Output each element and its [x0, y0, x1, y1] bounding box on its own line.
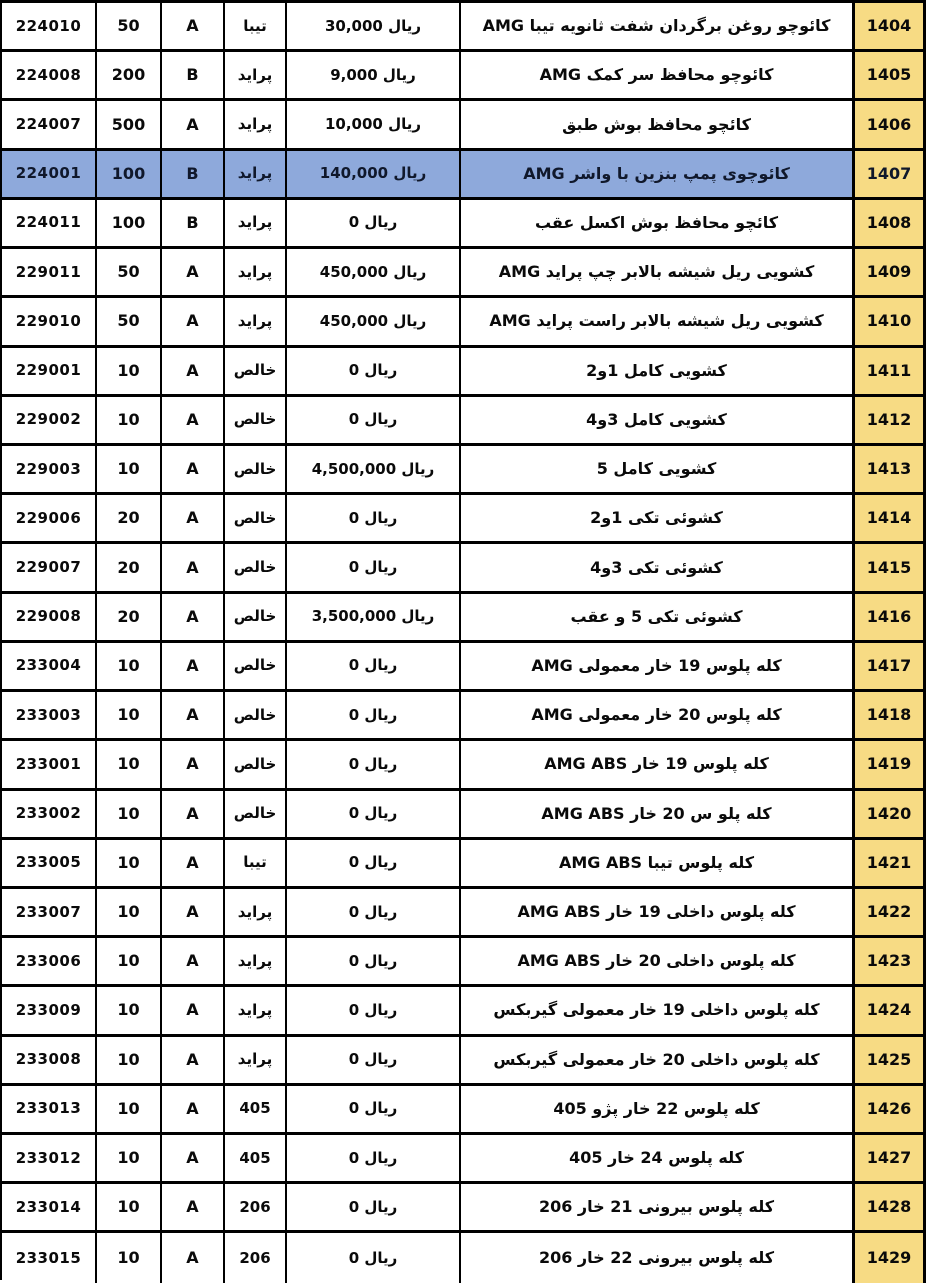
table-row — [2, 840, 926, 889]
cell-part-code: 233008 — [2, 1037, 97, 1083]
cell-quantity: 10 — [97, 741, 162, 787]
cell-quantity: 50 — [97, 249, 162, 295]
cell-description: کله پلوس 20 خار معمولی AMG — [461, 692, 855, 738]
table-row — [2, 52, 926, 101]
cell-price: ریال 0 — [287, 987, 461, 1033]
cell-part-code: 233012 — [2, 1135, 97, 1181]
table-row — [2, 889, 926, 938]
cell-price: ریال 0 — [287, 1037, 461, 1083]
cell-quantity: 10 — [97, 348, 162, 394]
cell-part-code: 224010 — [2, 3, 97, 49]
cell-row-number: 1409 — [855, 249, 926, 295]
table-row — [2, 791, 926, 840]
cell-row-number: 1427 — [855, 1135, 926, 1181]
table-row — [2, 101, 926, 150]
cell-description: کله پلوس 19 خار معمولی AMG — [461, 643, 855, 689]
cell-quantity: 10 — [97, 938, 162, 984]
cell-brand: 405 — [225, 1135, 287, 1181]
cell-brand: خالص — [225, 791, 287, 837]
cell-description: کله پلوس 24 خار 405 — [461, 1135, 855, 1181]
cell-description: کله پلوس بیرونی 22 خار 206 — [461, 1233, 855, 1282]
cell-grade: A — [162, 1037, 225, 1083]
cell-quantity: 10 — [97, 1233, 162, 1282]
table-row — [2, 544, 926, 593]
cell-grade: A — [162, 1135, 225, 1181]
cell-row-number: 1417 — [855, 643, 926, 689]
cell-grade: A — [162, 791, 225, 837]
cell-brand: خالص — [225, 495, 287, 541]
cell-quantity: 20 — [97, 495, 162, 541]
cell-part-code: 233005 — [2, 840, 97, 886]
cell-brand: تیبا — [225, 840, 287, 886]
cell-price: 450,000 ریال — [287, 249, 461, 295]
cell-grade: A — [162, 446, 225, 492]
cell-grade: A — [162, 840, 225, 886]
cell-description: کشوئی تکی 3و4 — [461, 544, 855, 590]
cell-row-number: 1425 — [855, 1037, 926, 1083]
cell-description: کله پلوس داخلی 20 خار AMG ABS — [461, 938, 855, 984]
cell-row-number: 1414 — [855, 495, 926, 541]
cell-brand: پراید — [225, 101, 287, 147]
table-row — [2, 397, 926, 446]
cell-description: کله پلوس تیبا AMG ABS — [461, 840, 855, 886]
cell-description: کشویی ریل شیشه بالابر راست پراید AMG — [461, 298, 855, 344]
cell-row-number: 1404 — [855, 3, 926, 49]
cell-row-number: 1411 — [855, 348, 926, 394]
cell-price: ریال 0 — [287, 938, 461, 984]
cell-quantity: 10 — [97, 397, 162, 443]
cell-grade: A — [162, 594, 225, 640]
cell-brand: پراید — [225, 987, 287, 1033]
cell-price: ریال 0 — [287, 495, 461, 541]
cell-brand: 206 — [225, 1184, 287, 1230]
cell-grade: A — [162, 3, 225, 49]
cell-description: کشویی ریل شیشه بالابر چپ پراید AMG — [461, 249, 855, 295]
cell-description: کائوچوی پمپ بنزین با واشر AMG — [461, 151, 855, 197]
cell-part-code: 233014 — [2, 1184, 97, 1230]
cell-grade: A — [162, 348, 225, 394]
cell-row-number: 1412 — [855, 397, 926, 443]
cell-price: ریال 0 — [287, 840, 461, 886]
cell-price: 4,500,000 ریال — [287, 446, 461, 492]
cell-row-number: 1423 — [855, 938, 926, 984]
cell-brand: خالص — [225, 594, 287, 640]
cell-description: کائچو محافظ بوش طبق — [461, 101, 855, 147]
cell-description: کله پلوس داخلی 19 خار AMG ABS — [461, 889, 855, 935]
cell-price: ریال 0 — [287, 1086, 461, 1132]
cell-grade: A — [162, 397, 225, 443]
cell-price: ریال 0 — [287, 741, 461, 787]
cell-quantity: 10 — [97, 1037, 162, 1083]
table-row — [2, 643, 926, 692]
table-row — [2, 1184, 926, 1233]
cell-description: کله پلوس 22 خار پژو 405 — [461, 1086, 855, 1132]
cell-description: کشویی کامل 3و4 — [461, 397, 855, 443]
cell-description: کائچو محافظ بوش اکسل عقب — [461, 200, 855, 246]
cell-part-code: 229001 — [2, 348, 97, 394]
cell-brand: پراید — [225, 52, 287, 98]
cell-row-number: 1406 — [855, 101, 926, 147]
cell-grade: A — [162, 1233, 225, 1282]
cell-description: کله پلو س 20 خار AMG ABS — [461, 791, 855, 837]
table-row — [2, 495, 926, 544]
table-row — [2, 1037, 926, 1086]
table-row — [2, 298, 926, 347]
cell-description: کله پلوس داخلی 19 خار معمولی گیربکس — [461, 987, 855, 1033]
cell-price: ریال 0 — [287, 1233, 461, 1282]
table-row — [2, 1135, 926, 1184]
cell-price: ریال 0 — [287, 1135, 461, 1181]
cell-brand: خالص — [225, 692, 287, 738]
table-row — [2, 594, 926, 643]
cell-description: کائوچو روغن برگردان شفت ثانویه تیبا AMG — [461, 3, 855, 49]
table-row — [2, 1233, 926, 1282]
cell-part-code: 233015 — [2, 1233, 97, 1282]
cell-row-number: 1413 — [855, 446, 926, 492]
cell-row-number: 1429 — [855, 1233, 926, 1282]
cell-quantity: 20 — [97, 594, 162, 640]
cell-quantity: 200 — [97, 52, 162, 98]
cell-grade: A — [162, 298, 225, 344]
table-row — [2, 741, 926, 790]
cell-description: کشویی کامل 5 — [461, 446, 855, 492]
cell-brand: خالص — [225, 397, 287, 443]
cell-grade: A — [162, 987, 225, 1033]
cell-grade: A — [162, 249, 225, 295]
cell-part-code: 233013 — [2, 1086, 97, 1132]
cell-quantity: 10 — [97, 840, 162, 886]
cell-price: 30,000 ریال — [287, 3, 461, 49]
cell-grade: A — [162, 544, 225, 590]
cell-part-code: 233002 — [2, 791, 97, 837]
cell-grade: A — [162, 889, 225, 935]
cell-part-code: 224001 — [2, 151, 97, 197]
cell-part-code: 229007 — [2, 544, 97, 590]
cell-row-number: 1415 — [855, 544, 926, 590]
cell-row-number: 1408 — [855, 200, 926, 246]
cell-row-number: 1421 — [855, 840, 926, 886]
cell-brand: 206 — [225, 1233, 287, 1282]
cell-brand: پراید — [225, 1037, 287, 1083]
cell-brand: خالص — [225, 544, 287, 590]
table-row — [2, 446, 926, 495]
cell-row-number: 1407 — [855, 151, 926, 197]
cell-quantity: 500 — [97, 101, 162, 147]
cell-part-code: 229002 — [2, 397, 97, 443]
cell-part-code: 233007 — [2, 889, 97, 935]
cell-row-number: 1424 — [855, 987, 926, 1033]
cell-brand: پراید — [225, 151, 287, 197]
cell-price: ریال 0 — [287, 692, 461, 738]
cell-grade: A — [162, 938, 225, 984]
cell-row-number: 1420 — [855, 791, 926, 837]
cell-description: کله پلوس 19 خار AMG ABS — [461, 741, 855, 787]
cell-part-code: 229003 — [2, 446, 97, 492]
cell-quantity: 10 — [97, 1135, 162, 1181]
cell-grade: A — [162, 692, 225, 738]
cell-row-number: 1419 — [855, 741, 926, 787]
cell-price: 3,500,000 ریال — [287, 594, 461, 640]
cell-row-number: 1428 — [855, 1184, 926, 1230]
cell-part-code: 229010 — [2, 298, 97, 344]
cell-price: 450,000 ریال — [287, 298, 461, 344]
cell-part-code: 229006 — [2, 495, 97, 541]
cell-price: ریال 0 — [287, 200, 461, 246]
cell-price: ریال 0 — [287, 1184, 461, 1230]
cell-quantity: 10 — [97, 1086, 162, 1132]
cell-description: کله پلوس داخلی 20 خار معمولی گیربکس — [461, 1037, 855, 1083]
table-row — [2, 987, 926, 1036]
cell-grade: A — [162, 101, 225, 147]
cell-price: 140,000 ریال — [287, 151, 461, 197]
cell-quantity: 20 — [97, 544, 162, 590]
cell-brand: 405 — [225, 1086, 287, 1132]
cell-quantity: 50 — [97, 3, 162, 49]
cell-price: ریال 0 — [287, 397, 461, 443]
cell-row-number: 1426 — [855, 1086, 926, 1132]
cell-quantity: 100 — [97, 151, 162, 197]
cell-grade: B — [162, 200, 225, 246]
cell-price: ریال 0 — [287, 348, 461, 394]
table-row — [2, 249, 926, 298]
table-row — [2, 3, 926, 52]
cell-grade: A — [162, 741, 225, 787]
cell-grade: A — [162, 495, 225, 541]
cell-quantity: 10 — [97, 643, 162, 689]
cell-part-code: 224007 — [2, 101, 97, 147]
cell-description: کائوچو محافظ سر کمک AMG — [461, 52, 855, 98]
cell-quantity: 10 — [97, 987, 162, 1033]
cell-part-code: 233003 — [2, 692, 97, 738]
table-row — [2, 151, 926, 200]
cell-part-code: 229008 — [2, 594, 97, 640]
cell-quantity: 50 — [97, 298, 162, 344]
cell-part-code: 229011 — [2, 249, 97, 295]
cell-price: ریال 0 — [287, 643, 461, 689]
cell-price: ریال 0 — [287, 889, 461, 935]
cell-brand: پراید — [225, 938, 287, 984]
cell-grade: B — [162, 52, 225, 98]
cell-brand: پراید — [225, 200, 287, 246]
cell-price: 10,000 ریال — [287, 101, 461, 147]
cell-price: 9,000 ریال — [287, 52, 461, 98]
table-row — [2, 200, 926, 249]
cell-grade: A — [162, 643, 225, 689]
cell-grade: A — [162, 1086, 225, 1132]
cell-brand: خالص — [225, 446, 287, 492]
cell-row-number: 1416 — [855, 594, 926, 640]
cell-row-number: 1405 — [855, 52, 926, 98]
cell-brand: پراید — [225, 298, 287, 344]
cell-part-code: 224011 — [2, 200, 97, 246]
cell-description: کشویی کامل 1و2 — [461, 348, 855, 394]
cell-part-code: 233001 — [2, 741, 97, 787]
cell-brand: پراید — [225, 249, 287, 295]
cell-row-number: 1410 — [855, 298, 926, 344]
cell-quantity: 10 — [97, 1184, 162, 1230]
cell-grade: A — [162, 1184, 225, 1230]
cell-row-number: 1422 — [855, 889, 926, 935]
cell-description: کشوئی تکی 1و2 — [461, 495, 855, 541]
cell-quantity: 100 — [97, 200, 162, 246]
cell-price: ریال 0 — [287, 791, 461, 837]
cell-description: کله پلوس بیرونی 21 خار 206 — [461, 1184, 855, 1230]
cell-part-code: 233006 — [2, 938, 97, 984]
cell-part-code: 233009 — [2, 987, 97, 1033]
table-row — [2, 692, 926, 741]
cell-brand: خالص — [225, 741, 287, 787]
cell-quantity: 10 — [97, 692, 162, 738]
cell-grade: B — [162, 151, 225, 197]
cell-brand: تیبا — [225, 3, 287, 49]
table-row — [2, 938, 926, 987]
cell-quantity: 10 — [97, 791, 162, 837]
cell-part-code: 233004 — [2, 643, 97, 689]
cell-quantity: 10 — [97, 889, 162, 935]
cell-row-number: 1418 — [855, 692, 926, 738]
cell-quantity: 10 — [97, 446, 162, 492]
cell-brand: خالص — [225, 348, 287, 394]
cell-part-code: 224008 — [2, 52, 97, 98]
table-row — [2, 1086, 926, 1135]
table-row — [2, 348, 926, 397]
cell-brand: خالص — [225, 643, 287, 689]
cell-price: ریال 0 — [287, 544, 461, 590]
cell-description: کشوئی تکی 5 و عقب — [461, 594, 855, 640]
cell-brand: پراید — [225, 889, 287, 935]
